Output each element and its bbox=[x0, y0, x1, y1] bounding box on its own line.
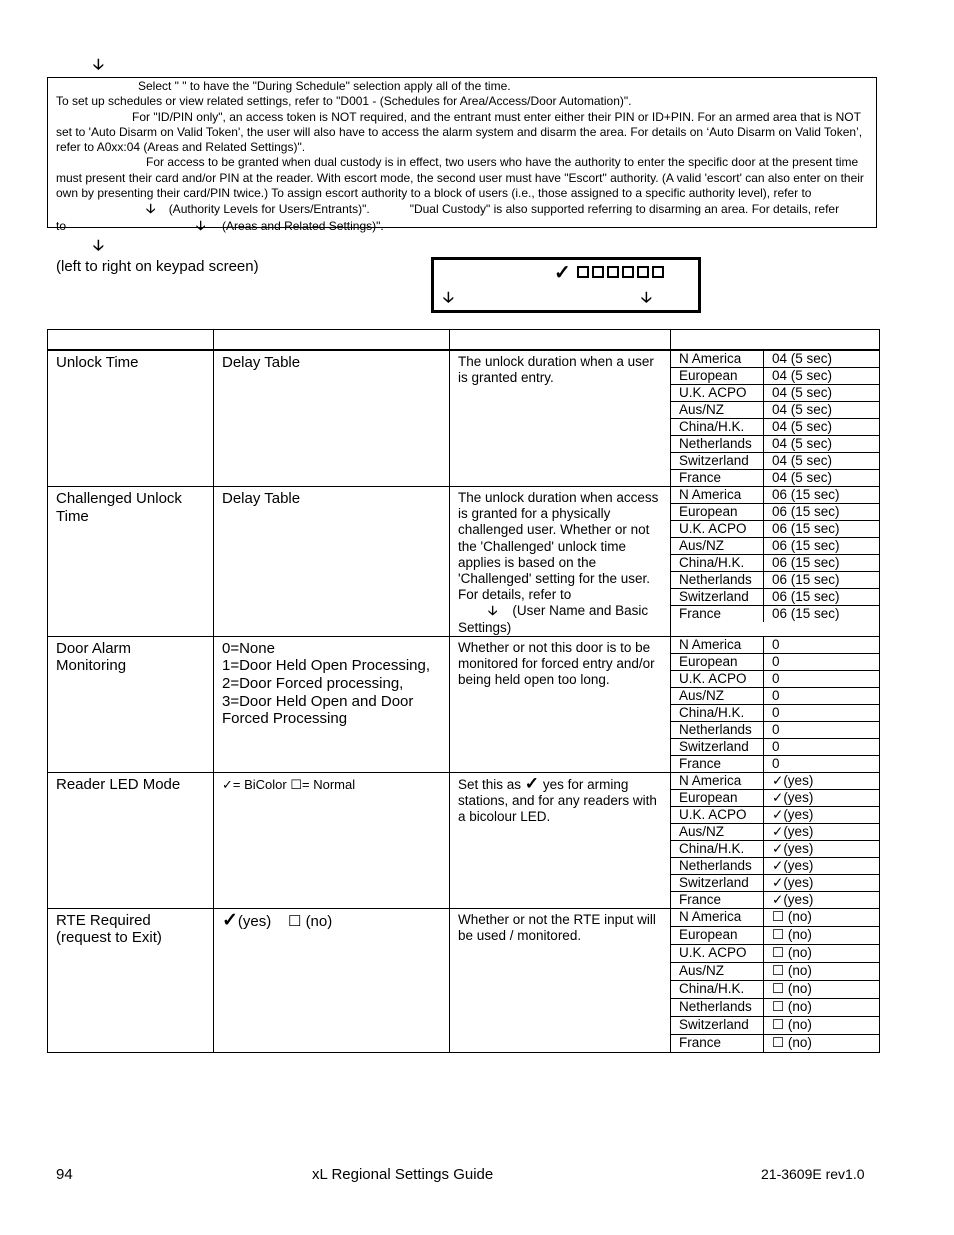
default-value: 0 bbox=[764, 738, 880, 755]
empty-box-icon: ☐ bbox=[772, 962, 785, 978]
defaults-cell bbox=[671, 772, 880, 908]
default-value: 06 (15 sec) bbox=[764, 572, 880, 589]
region-label: China/H.K. bbox=[671, 980, 764, 998]
default-row bbox=[671, 1034, 879, 1052]
header-cell bbox=[48, 330, 214, 351]
table-row bbox=[48, 908, 880, 1052]
empty-box-icon bbox=[652, 266, 664, 278]
default-value: ☐ (no) bbox=[764, 962, 880, 980]
default-value: 04 (5 sec) bbox=[764, 351, 880, 368]
table-row bbox=[48, 772, 880, 908]
setting-description: The unlock duration when a user is granted entry. bbox=[450, 350, 671, 487]
default-value: 04 (5 sec) bbox=[764, 453, 880, 470]
default-row bbox=[671, 504, 879, 521]
default-value: ✓(yes) bbox=[764, 806, 880, 823]
default-row bbox=[671, 789, 879, 806]
down-arrow-icon: 🡣 bbox=[93, 56, 104, 73]
default-value: 0 bbox=[764, 637, 880, 654]
default-value: ✓(yes) bbox=[764, 823, 880, 840]
default-row bbox=[671, 555, 879, 572]
down-arrow-icon: 🡣 bbox=[443, 289, 454, 306]
default-value: 0 bbox=[764, 653, 880, 670]
region-label: Aus/NZ bbox=[671, 538, 764, 555]
check-icon: ✓ bbox=[772, 789, 784, 805]
setting-name: Reader LED Mode bbox=[48, 772, 214, 908]
setting-values: Delay Table bbox=[214, 350, 450, 487]
default-value: ☐ (no) bbox=[764, 980, 880, 998]
table-row bbox=[48, 487, 880, 637]
down-arrow-icon: 🡣 bbox=[196, 217, 206, 233]
down-arrow-icon: 🡣 bbox=[488, 603, 498, 619]
down-arrow-icon: 🡣 bbox=[93, 237, 104, 254]
region-label: Switzerland bbox=[671, 874, 764, 891]
header-cell bbox=[450, 330, 671, 351]
region-label: Aus/NZ bbox=[671, 962, 764, 980]
default-value: 06 (15 sec) bbox=[764, 589, 880, 606]
check-icon: ✓ bbox=[772, 840, 784, 856]
default-value: ☐ (no) bbox=[764, 944, 880, 962]
default-value: ✓(yes) bbox=[764, 874, 880, 891]
guide-title: xL Regional Settings Guide bbox=[312, 1166, 494, 1183]
default-value: ✓(yes) bbox=[764, 840, 880, 857]
empty-box-icon bbox=[592, 266, 604, 278]
check-icon: ✓ bbox=[772, 857, 784, 873]
default-value: 0 bbox=[764, 704, 880, 721]
default-value: 0 bbox=[764, 687, 880, 704]
default-value: 06 (15 sec) bbox=[764, 521, 880, 538]
default-row bbox=[671, 470, 879, 487]
checkbox-row bbox=[577, 266, 664, 278]
default-row bbox=[671, 704, 879, 721]
default-row bbox=[671, 572, 879, 589]
region-label: N America bbox=[671, 487, 764, 504]
default-value: 06 (15 sec) bbox=[764, 538, 880, 555]
region-label: N America bbox=[671, 351, 764, 368]
check-icon: ✓ bbox=[772, 823, 784, 839]
region-label: Netherlands bbox=[671, 721, 764, 738]
default-row bbox=[671, 538, 879, 555]
default-row bbox=[671, 487, 879, 504]
default-row bbox=[671, 944, 879, 962]
region-label: U.K. ACPO bbox=[671, 385, 764, 402]
notes-box bbox=[47, 77, 877, 233]
setting-values: ✓(yes) ☐ (no) bbox=[214, 908, 450, 1052]
region-label: Switzerland bbox=[671, 738, 764, 755]
default-row bbox=[671, 653, 879, 670]
region-label: Netherlands bbox=[671, 436, 764, 453]
default-row bbox=[671, 823, 879, 840]
region-label: China/H.K. bbox=[671, 840, 764, 857]
default-row bbox=[671, 419, 879, 436]
empty-box-icon: ☐ bbox=[772, 926, 785, 942]
empty-box-icon: ☐ bbox=[772, 944, 785, 960]
setting-name: Challenged Unlock Time bbox=[48, 487, 214, 637]
default-row bbox=[671, 521, 879, 538]
check-icon: ✓ bbox=[222, 776, 233, 792]
header-cell bbox=[671, 330, 880, 351]
defaults-table bbox=[671, 637, 879, 772]
empty-box-icon: ☐ bbox=[772, 1016, 785, 1032]
default-value: 06 (15 sec) bbox=[772, 606, 840, 621]
region-label: U.K. ACPO bbox=[671, 521, 764, 538]
table-row bbox=[48, 636, 880, 772]
check-icon: ✓ bbox=[772, 874, 784, 890]
default-value: 0 bbox=[772, 755, 780, 771]
keypad-caption: (left to right on keypad screen) bbox=[56, 258, 259, 275]
note-line-1: Select " " to have the "During Schedule" selection apply all of the time. bbox=[138, 79, 511, 93]
empty-box-icon: ☐ bbox=[772, 908, 785, 924]
region-label: France bbox=[671, 891, 764, 908]
region-label: Netherlands bbox=[671, 998, 764, 1016]
region-label: Aus/NZ bbox=[671, 687, 764, 704]
region-label: U.K. ACPO bbox=[671, 806, 764, 823]
default-row bbox=[671, 368, 879, 385]
region-label: European bbox=[671, 368, 764, 385]
setting-values: ✓= BiColor ☐= Normal bbox=[214, 772, 450, 908]
check-icon: ✓ bbox=[222, 909, 238, 931]
default-row bbox=[671, 926, 879, 944]
defaults-table bbox=[671, 773, 879, 908]
default-row bbox=[671, 998, 879, 1016]
defaults-table bbox=[671, 487, 879, 622]
empty-box-icon: ☐ bbox=[287, 912, 302, 930]
region-label: N America bbox=[671, 909, 764, 927]
default-row bbox=[671, 687, 879, 704]
setting-description: Whether or not the RTE input will be used / monitored. bbox=[450, 908, 671, 1052]
default-value: ✓(yes) bbox=[764, 857, 880, 874]
check-icon: ✓ bbox=[524, 773, 540, 793]
note-para-3: For access to be granted when dual custody is in effect, two users who have the authority to enter the specific door at the present time must present their card and/or PIN at the reader. With escort mode, the second user must have "Escort" authority. (A valid 'escort' can also enter on their own by presenting their card/PIN twice.) To assign escort authority to a block of users (i.e., those assigned to a specific authority level), refer to 🡣 (Authority Levels for Users/Entrants)". "Dual Custody" is also supported referring to disarming an area. For details, refer to 🡣 (Areas and Related Settings)". bbox=[56, 155, 864, 233]
default-value: ☐ (no) bbox=[764, 998, 880, 1016]
region-label: U.K. ACPO bbox=[671, 670, 764, 687]
default-value: ☐ (no) bbox=[772, 1034, 812, 1050]
default-row bbox=[671, 738, 879, 755]
check-icon: ✓ bbox=[772, 772, 784, 788]
setting-values: 0=None 1=Door Held Open Processing, 2=Door Forced processing, 3=Door Held Open and Door Forced Processing bbox=[214, 636, 450, 772]
default-value: ✓(yes) bbox=[764, 789, 880, 806]
down-arrow-icon: 🡣 bbox=[146, 201, 156, 217]
region-label: France bbox=[671, 606, 764, 623]
setting-name: Unlock Time bbox=[48, 350, 214, 487]
default-row bbox=[671, 721, 879, 738]
region-label: European bbox=[671, 653, 764, 670]
default-value: 04 (5 sec) bbox=[764, 436, 880, 453]
default-value: 04 (5 sec) bbox=[764, 368, 880, 385]
empty-box-icon: ☐ bbox=[772, 1034, 785, 1050]
default-value: ☐ (no) bbox=[764, 926, 880, 944]
setting-name: RTE Required (request to Exit) bbox=[48, 908, 214, 1052]
region-label: European bbox=[671, 926, 764, 944]
keypad-screen bbox=[431, 257, 701, 313]
default-row bbox=[671, 589, 879, 606]
region-label: N America bbox=[671, 773, 764, 790]
default-row bbox=[671, 980, 879, 998]
default-value: 06 (15 sec) bbox=[764, 487, 880, 504]
empty-box-icon: ☐ bbox=[772, 980, 785, 996]
default-row bbox=[671, 909, 879, 927]
page-number: 94 bbox=[56, 1166, 73, 1183]
default-value: 06 (15 sec) bbox=[764, 555, 880, 572]
region-label: China/H.K. bbox=[671, 419, 764, 436]
table-row bbox=[48, 350, 880, 487]
region-label: Aus/NZ bbox=[671, 402, 764, 419]
setting-name: Door Alarm Monitoring bbox=[48, 636, 214, 772]
defaults-table bbox=[671, 351, 879, 486]
region-label: Switzerland bbox=[671, 453, 764, 470]
down-arrow-icon: 🡣 bbox=[641, 289, 652, 306]
default-value: ✓(yes) bbox=[764, 773, 880, 790]
setting-values: Delay Table bbox=[214, 487, 450, 637]
region-label: Aus/NZ bbox=[671, 823, 764, 840]
region-label: China/H.K. bbox=[671, 555, 764, 572]
default-row bbox=[671, 402, 879, 419]
region-label: U.K. ACPO bbox=[671, 944, 764, 962]
default-value: ☐ (no) bbox=[764, 1016, 880, 1034]
empty-box-icon bbox=[577, 266, 589, 278]
check-icon: ✓ bbox=[772, 806, 784, 822]
note-para-2: For "ID/PIN only", an access token is NOT required, and the entrant must enter either their PIN or ID+PIN. For an armed area that is NOT set to 'Auto Disarm on Valid Token', the user will also have to access the alarm system and disarm the area. For details on ‘Auto Disarm on Valid Token’, refer to A0xx:04 (Areas and Related Settings)". bbox=[56, 109, 863, 155]
default-row bbox=[671, 385, 879, 402]
settings-table bbox=[47, 329, 880, 1053]
region-label: France bbox=[671, 470, 764, 487]
default-value: 04 (5 sec) bbox=[764, 385, 880, 402]
region-label: N America bbox=[671, 637, 764, 654]
note-line-2: To set up schedules or view related settings, refer to "D001 - (Schedules for Area/Access/Door Automation)". bbox=[56, 94, 632, 109]
default-row bbox=[671, 891, 879, 908]
region-label: Netherlands bbox=[671, 857, 764, 874]
empty-box-icon bbox=[637, 266, 649, 278]
region-label: European bbox=[671, 504, 764, 521]
table-header-row bbox=[48, 330, 880, 351]
default-row bbox=[671, 1016, 879, 1034]
default-row bbox=[671, 637, 879, 654]
check-icon: ✓ bbox=[772, 891, 784, 907]
document-id: 21-3609E rev1.0 bbox=[761, 1166, 865, 1182]
region-label: China/H.K. bbox=[671, 704, 764, 721]
empty-box-icon: ☐ bbox=[772, 998, 785, 1014]
default-row bbox=[671, 453, 879, 470]
default-row bbox=[671, 606, 879, 623]
default-value: ☐ (no) bbox=[764, 909, 880, 927]
region-label: European bbox=[671, 789, 764, 806]
region-label: France bbox=[671, 1034, 764, 1052]
default-value: 04 (5 sec) bbox=[764, 402, 880, 419]
defaults-cell bbox=[671, 908, 880, 1052]
region-label: Switzerland bbox=[671, 589, 764, 606]
defaults-table bbox=[671, 909, 879, 1052]
default-value: 04 (5 sec) bbox=[764, 419, 880, 436]
default-value: 0 bbox=[764, 670, 880, 687]
header-cell bbox=[214, 330, 450, 351]
default-row bbox=[671, 857, 879, 874]
setting-description: Set this as ✓ yes for arming stations, and for any readers with a bicolour LED. bbox=[450, 772, 671, 908]
default-row bbox=[671, 806, 879, 823]
default-row bbox=[671, 874, 879, 891]
default-row bbox=[671, 670, 879, 687]
default-value: 0 bbox=[764, 721, 880, 738]
region-label: Netherlands bbox=[671, 572, 764, 589]
region-label: Switzerland bbox=[671, 1016, 764, 1034]
check-icon: ✓ bbox=[554, 262, 571, 284]
default-value: 04 (5 sec) bbox=[772, 470, 833, 485]
default-row bbox=[671, 840, 879, 857]
default-row bbox=[671, 351, 879, 368]
default-row bbox=[671, 436, 879, 453]
empty-box-icon bbox=[607, 266, 619, 278]
defaults-cell bbox=[671, 487, 880, 637]
empty-box-icon: ☐ bbox=[290, 776, 303, 792]
default-value: 06 (15 sec) bbox=[764, 504, 880, 521]
defaults-cell bbox=[671, 636, 880, 772]
setting-description: The unlock duration when access is granted for a physically challenged user. Whether or not the 'Challenged' unlock time applies is based on the 'Challenged' setting for the user. For details, refer to 🡣 (User Name and Basic Settings) bbox=[450, 487, 671, 637]
empty-box-icon bbox=[622, 266, 634, 278]
region-label: France bbox=[671, 755, 764, 772]
default-row bbox=[671, 962, 879, 980]
defaults-cell bbox=[671, 350, 880, 487]
setting-description: Whether or not this door is to be monitored for forced entry and/or being held open too long. bbox=[450, 636, 671, 772]
default-value: ✓(yes) bbox=[772, 891, 814, 907]
default-row bbox=[671, 755, 879, 772]
default-row bbox=[671, 773, 879, 790]
